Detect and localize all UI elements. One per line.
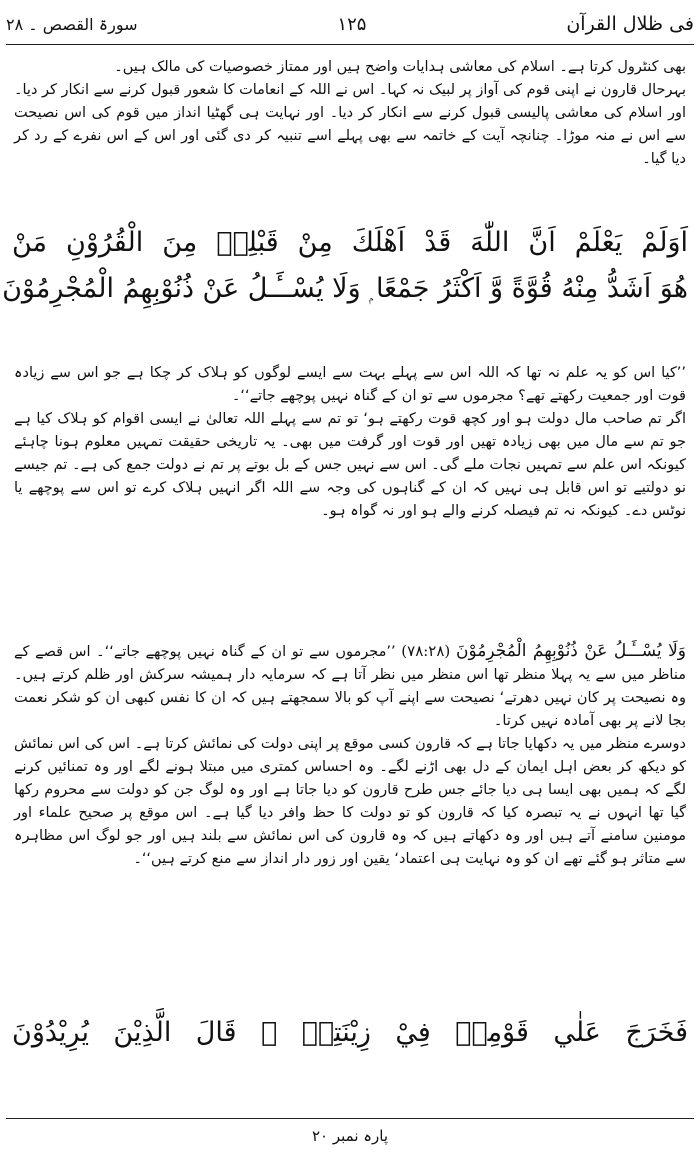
verse-line bbox=[2, 266, 688, 315]
verse-text: هُوَ اَشَدُّ مِنْهُ قُوَّةً وَّ اَكْثَرُ جَمْعًا ۭ وَلَا يُسْــَٔـلُ عَنْ ذُنُوْبِهِمُ الْمُجْرِمُوْنَ bbox=[2, 273, 688, 304]
paragraph: ’’کیا اس کو یہ علم نہ تھا کہ اللہ اس سے پہلے بہت سے ایسے لوگوں کو ہلاک کر چکا ہے جو اس سے زیادہ قوت اور جمعیت رکھتے تھے؟ مجرموں سے تو ان کے گناہ نہیں پوچھے جاتے‘‘۔ bbox=[14, 365, 686, 404]
paragraph: بہرحال قارون نے اپنی قوم کی آواز پر لبیک نہ کہا۔ اس نے اللہ کے انعامات کا شعور قبول کرنے سے انکار کر دیا۔ اور اسلام کی معاشی پالیسی قبول کرنے سے انکار کر دیا۔ اور نہایت ہی گھٹیا انداز میں قوم کی اس نصیحت سے اس نے منہ موڑا۔ چنانچہ آیت کے خاتمہ سے بھی پہلے اسے تنبیہ کر دی گئی اور اس کے اس نفرے کے رد کر دیا گیا۔ bbox=[14, 82, 686, 167]
verse-line: فَخَرَجَ عَلٰي قَوْمِهٖ فِيْ زِيْنَتِهٖ ۭ قَالَ الَّذِيْنَ يُرِيْدُوْنَ bbox=[12, 1017, 688, 1048]
paragraph: بھی کنٹرول کرتا ہے۔ اسلام کی معاشی ہدایات واضح ہیں اور ممتاز خصوصیات کی مالک ہیں۔ bbox=[114, 59, 686, 75]
inline-verse: وَلَا يُسْــَٔـلُ عَنْ ذُنُوْبِهِمُ الْمُجْرِمُوْنَ bbox=[455, 641, 687, 661]
page-header bbox=[6, 4, 694, 44]
section-2-text bbox=[14, 362, 686, 523]
quran-verse-1 bbox=[2, 220, 688, 315]
book-title: فی ظلال القرآن bbox=[566, 13, 694, 35]
paragraph bbox=[14, 640, 686, 733]
section-1-text bbox=[14, 56, 686, 171]
quran-verse-2 bbox=[12, 1010, 688, 1056]
paragraph: دوسرے منظر میں یہ دکھایا جاتا ہے کہ قارون کسی موقع پر اپنی دولت کی نمائش کرتا ہے۔ اس کی اس نمائش کو دیکھ کر بعض اہل ایمان کے دل بھی اڑنے لگے۔ وہ احساس کمتری میں مبتلا ہونے لگے اور وہ تمنائیں کرنے لگے کہ ہمیں بھی ایسا ہی دیا جائے جس طرح قارون کو دیا جاتا ہے اور وہ لوگ جن کو دولت سے محروم رکھا گیا تھا انہوں نے یہ تبصرہ کیا کہ قارون کو تو دولت کا حظ وافر دیا گیا ہے۔ اس موقع پر صحیح علماء اور مومنین سامنے آتے ہیں اور وہ دکھاتے ہیں کہ وہ قارون کی اس نمائش سے بلند ہیں اور جو لوگ اس مظاہرہ سے متاثر ہو گئے تھے ان کو وہ نہایت ہی اعتماد‘ یقین اور زور دار انداز سے منع کرتے ہیں‘‘۔ bbox=[14, 736, 686, 867]
paragraph-text: ’’مجرموں سے تو ان کے گناہ نہیں پوچھے جاتے‘‘۔ اس قصے کے مناظر میں سے یہ پہلا منظر تھا اس منظر میں نظر آتا ہے کہ سرمایہ دار ہمیشہ سرکش اور ظلم کرتے ہیں۔ وہ نصیحت پر کان نہیں دھرتے‘ نصیحت سے اپنے آپ کو بالا سمجھتے ہیں کہ ان کا نفس کبھی ان کو شکر نعمت بجا لانے پر بھی آمادہ نہیں کرتا۔ bbox=[14, 644, 686, 729]
footer-rule bbox=[6, 1118, 694, 1119]
section-3-text bbox=[14, 640, 686, 871]
header-rule bbox=[6, 44, 694, 45]
verse-line: اَوَلَمْ يَعْلَمْ اَنَّ اللّٰهَ قَدْ اَهْلَكَ مِنْ قَبْلِهٖ مِنَ الْقُرُوْنِ مَنْ bbox=[12, 227, 688, 258]
surah-label: سورۃ القصص ۔ ۲۸ bbox=[6, 14, 138, 34]
paragraph: اگر تم صاحب مال دولت ہو اور کچھ قوت رکھتے ہو‘ تو تم سے پہلے اللہ تعالیٰ نے ایسی اقوام کو ہلاک کیا ہے جو تم سے مال میں بھی زیادہ تھیں اور قوت اور گرفت میں بھی۔ یہ تاریخی حقیقت تمہیں معلوم ہونا چاہئے کیونکہ اس علم سے تمہیں نجات ملے گی۔ اس سے نہیں جس کے بل بوتے پر تم نے دولت جمع کی ہے۔ تم جیسے نو دولتیے تو اس قابل ہی نہیں کہ ان کے گناہوں کی وجہ سے اللہ اگر انہیں ہلاک کرے تو اس سے پوچھے یا نوٹس دے۔ کیونکہ نہ تم فیصلہ کرنے والے ہو اور نہ گواہ ہو۔ bbox=[14, 411, 686, 519]
page-number: ۱۲۵ bbox=[337, 13, 367, 35]
para-label: پارہ نمبر ۲۰ bbox=[311, 1127, 389, 1145]
verse-reference: (۷۸:۲۸) bbox=[401, 642, 451, 660]
